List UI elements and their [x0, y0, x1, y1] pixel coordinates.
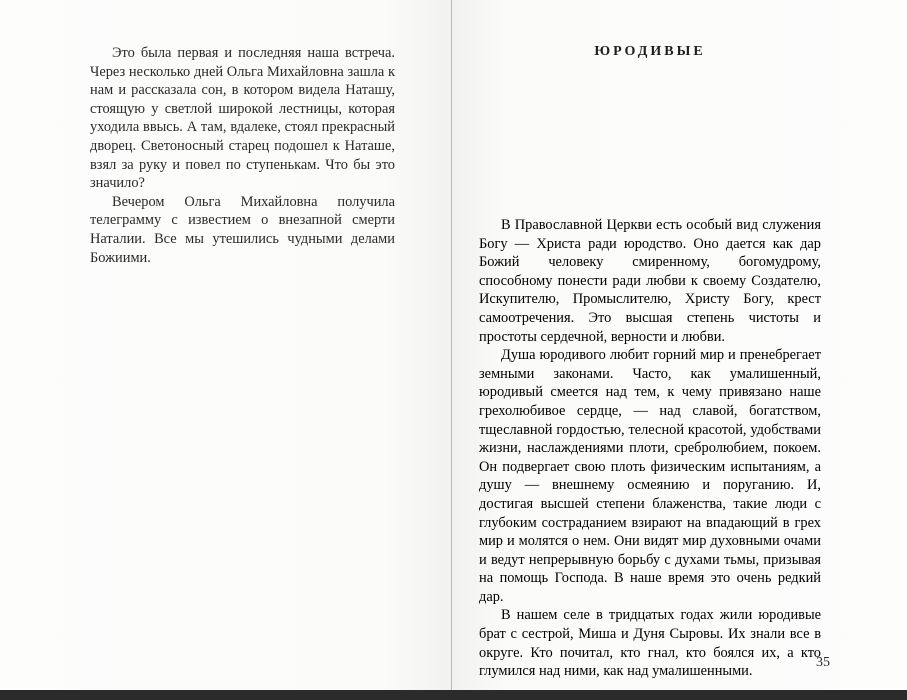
page-number: 35	[816, 655, 830, 670]
paragraph: В Православной Церкви есть особый вид служения Богу — Христа ради юродство. Оно дается как дар Божий человеку смиренному, богомудрому, способному понести ради любви к своему Создателю, Искупителю, Промыслителю, Христу Богу, крест самоотречения. Это высшая степень чистоты и простоты сердечной, верности и любви.	[479, 217, 821, 345]
right-page-text	[479, 216, 821, 681]
paragraph: В нашем селе в тридцатых годах жили юродивые брат с сестрой, Миша и Дуня Сыровы. Их знали все в округе. Кто почитал, кто гнал, кто боялся их, а кто глумился над ними, как над умалишенными.	[479, 607, 821, 680]
scan-bottom-edge	[0, 690, 907, 700]
paragraph: Душа юродивого любит горний мир и пренебрегает земными законами. Часто, как умалишенный, юродивый смеется над тем, к чему привязано наше грехолюбивое сердце, — над славой, богатством, тщеславной гордостью, телесной красотой, удобствами жизни, наслаждениями плоти, сребролюбием, покоем. Он подвергает свою плоть физическим испытаниям, а душу — внешнему осмеянию и поруганию. И, достигая высшей степени блаженства, такие люди с глубоким состраданием взирают на впадающий в грех мир и молятся о нем. Они видят мир духовными очами и ведут непрерывную борьбу с духами тьмы, призывая на помощь Господа. В наше время это очень редкий дар.	[479, 347, 821, 605]
chapter-title: ЮРОДИВЫЕ	[594, 44, 706, 59]
paragraph: Это была первая и последняя наша встреча. Через несколько дней Ольга Михайловна зашла к нам и рассказала сон, в котором видела Наташу, стоящую у светлой широкой лестницы, которая уходила ввысь. А там, вдалеке, стоял прекрасный дворец. Светоносный старец подошел к Наташе, взял за руку и повел по ступенькам. Что бы это значило?	[90, 45, 395, 192]
paragraph: Вечером Ольга Михайловна получила телеграмму с известием о внезапной смерти Наталии. Все мы утешились чудными делами Божиими.	[90, 193, 395, 266]
left-page	[0, 0, 452, 700]
left-page-text	[90, 44, 395, 267]
